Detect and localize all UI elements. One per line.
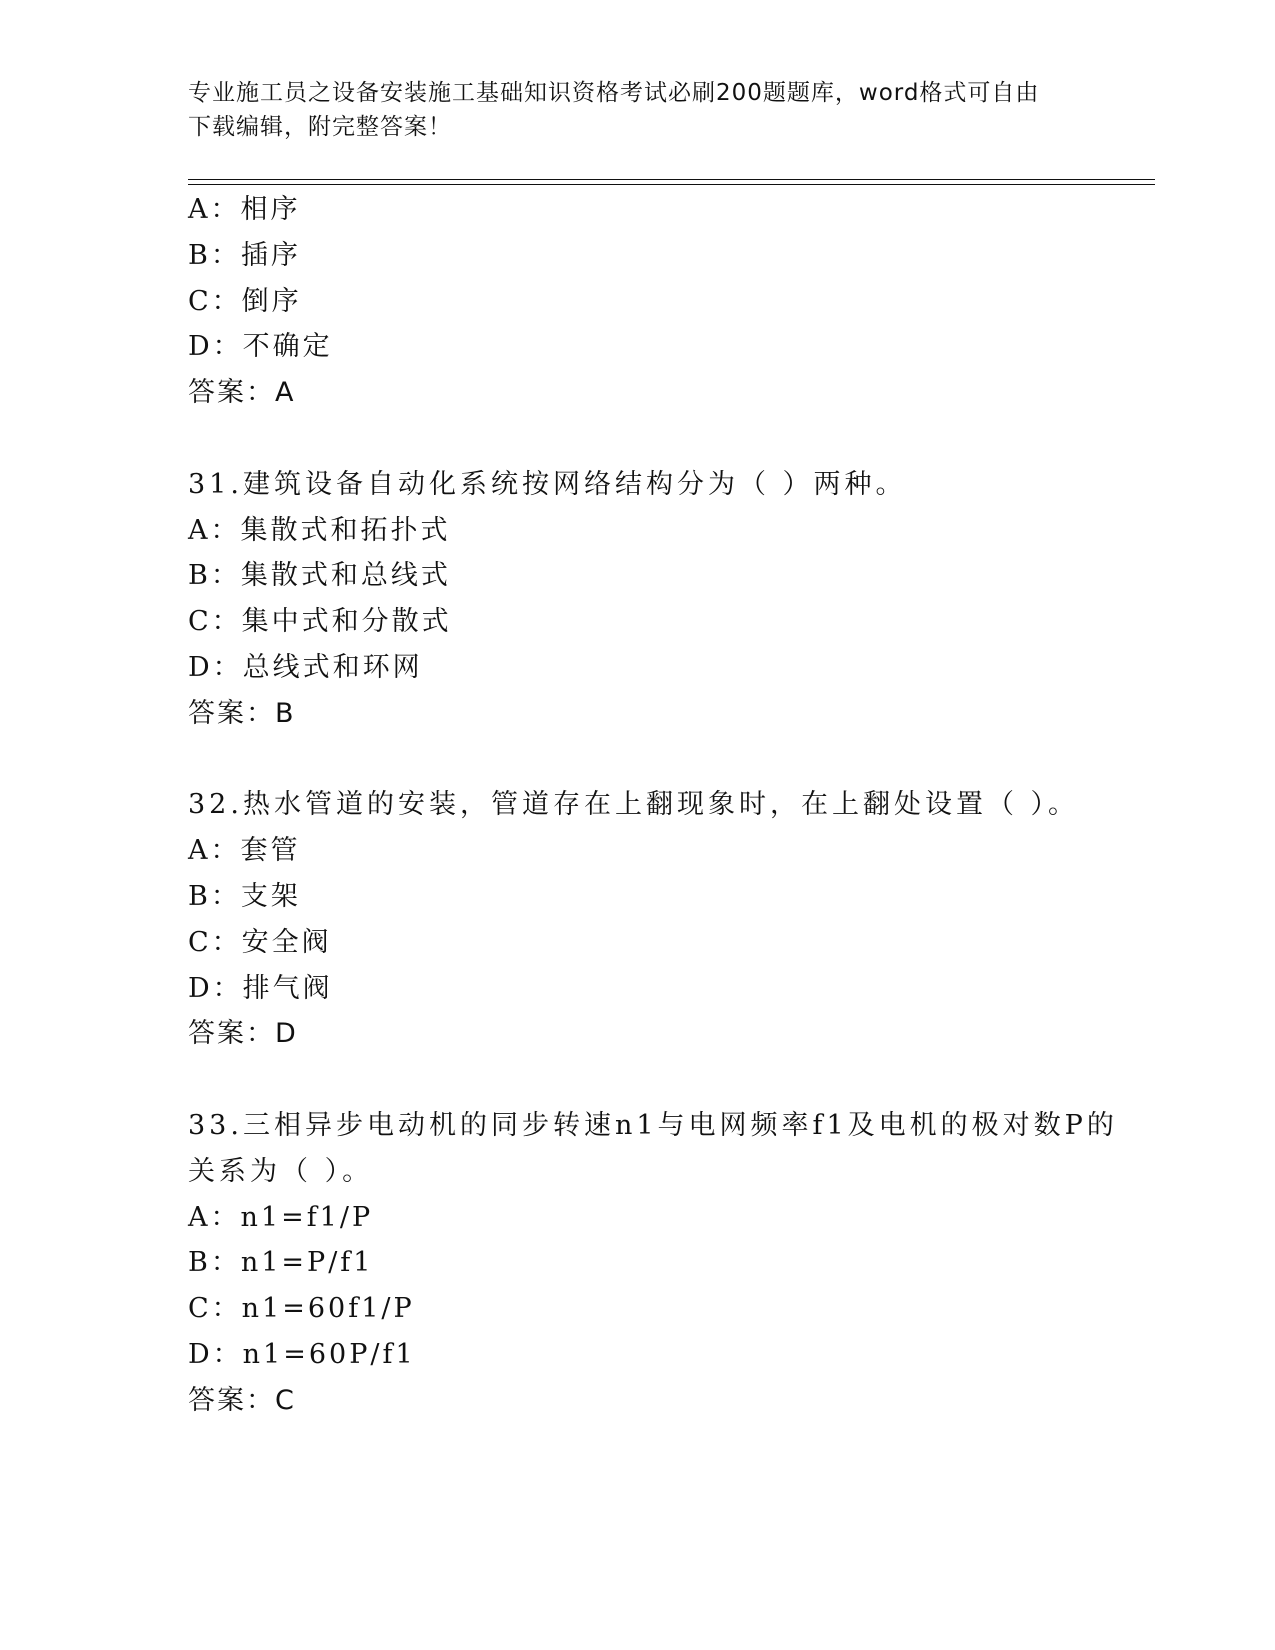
option-a: A：套管 <box>188 835 301 867</box>
option-c: C：n1=60f1/P <box>188 1293 415 1325</box>
option-d: D：n1=60P/f1 <box>188 1338 416 1370</box>
option-d: D：排气阀 <box>188 972 333 1004</box>
spacer <box>188 416 1155 462</box>
option-b: B：n1=P/f1 <box>188 1247 374 1279</box>
spacer <box>188 1057 1155 1103</box>
option-b: B：集散式和总线式 <box>188 560 451 592</box>
option-d: D：总线式和环网 <box>188 651 423 683</box>
answer: 答案：C <box>188 1384 296 1416</box>
option-a: A：n1=f1/P <box>188 1201 374 1233</box>
option-c: C：安全阀 <box>188 926 332 958</box>
option-c: C：倒序 <box>188 285 302 317</box>
option-b: B：支架 <box>188 880 301 912</box>
question-text-line-2: 关系为（ ）。 <box>188 1155 374 1187</box>
question-32 <box>188 782 1155 1057</box>
option-c: C：集中式和分散式 <box>188 606 452 638</box>
option-a: A：相序 <box>188 194 301 225</box>
option-b: B：插序 <box>188 239 301 271</box>
header-note-line-2: 下载编辑，附完整答案！ <box>188 114 452 140</box>
spacer <box>188 737 1155 783</box>
question-list <box>188 187 1155 1424</box>
question-31 <box>188 462 1155 737</box>
option-a: A：集散式和拓扑式 <box>188 514 451 546</box>
answer: 答案：A <box>188 377 296 409</box>
header-note-line-1: 专业施工员之设备安装施工基础知识资格考试必刷200题题库，word格式可自由 <box>188 80 1040 106</box>
question-text-line-1: 33.三相异步电动机的同步转速n1与电网频率f1及电机的极对数P的 <box>188 1109 1118 1141</box>
header-note <box>188 76 1068 144</box>
answer: 答案：D <box>188 1018 298 1050</box>
question-33 <box>188 1103 1155 1424</box>
question-30 <box>188 187 1155 416</box>
question-text: 32.热水管道的安装，管道存在上翻现象时，在上翻处设置（ ）。 <box>188 789 1080 821</box>
header-rule-bottom <box>188 184 1155 185</box>
answer: 答案：B <box>188 697 296 729</box>
question-text: 31.建筑设备自动化系统按网络结构分为（ ）两种。 <box>188 468 907 500</box>
header-rule-top <box>188 179 1155 180</box>
option-d: D：不确定 <box>188 331 333 363</box>
